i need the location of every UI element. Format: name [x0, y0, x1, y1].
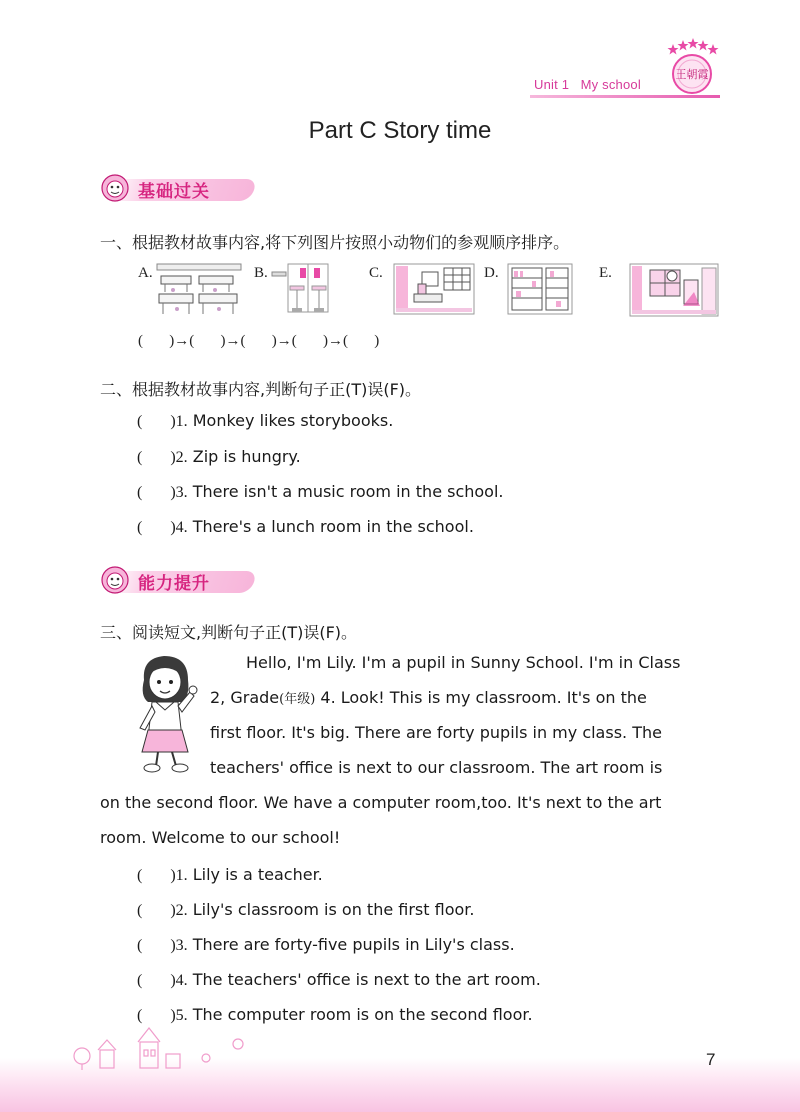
q2-item: ( )3. There isn't a music room in the school.	[137, 482, 504, 501]
picture-label-d: D.	[484, 265, 499, 281]
answer-blank[interactable]: (	[137, 972, 171, 989]
unit-title: My school	[580, 77, 641, 92]
picture-label-e: E.	[599, 265, 612, 281]
running-header	[534, 77, 641, 92]
q3-item: ( )3. There are forty-five pupils in Lily's class.	[137, 935, 515, 954]
library-icon	[506, 262, 576, 316]
answer-blank[interactable]: (	[137, 867, 171, 884]
section-title-basic: 基础过关	[138, 182, 210, 202]
brand-name: 王朝霞	[675, 68, 709, 81]
lunch-room-icon	[155, 262, 243, 316]
answer-blank[interactable]: (	[137, 484, 171, 501]
section-banner-basic	[100, 173, 260, 203]
answer-blank[interactable]: (	[137, 937, 171, 954]
monkey-face-icon	[100, 565, 130, 595]
question-1-title: 一、根据教材故事内容,将下列图片按照小动物们的参观顺序排序。	[100, 233, 570, 252]
answer-blank[interactable]: (	[137, 519, 171, 536]
order-answer-blanks[interactable]: ( )→( )→( )→( )→( )	[138, 333, 380, 349]
passage-line: 2, Grade(年级) 4. Look! This is my classroom. It's on the	[210, 688, 647, 707]
picture-label-b: B.	[254, 265, 268, 281]
grade-annotation: (年级)	[279, 692, 316, 707]
question-3-title: 三、阅读短文,判断句子正(T)误(F)。	[100, 623, 358, 642]
washroom-icon	[270, 260, 334, 316]
q2-item: ( )4. There's a lunch room in the school.	[137, 517, 474, 536]
question-2-title: 二、根据教材故事内容,判断句子正(T)误(F)。	[100, 380, 422, 399]
answer-blank[interactable]: (	[137, 413, 171, 430]
q3-item: ( )2. Lily's classroom is on the first floor.	[137, 900, 475, 919]
picture-label-a: A.	[138, 265, 153, 281]
reading-passage	[100, 645, 720, 860]
page-number: 7	[706, 1050, 716, 1069]
teachers-office-icon	[392, 262, 476, 316]
q3-item: ( )1. Lily is a teacher.	[137, 865, 323, 884]
q3-item: ( )5. The computer room is on the second floor.	[137, 1005, 533, 1024]
answer-blank[interactable]: (	[137, 902, 171, 919]
music-room-icon	[628, 262, 720, 318]
passage-line: on the second floor. We have a computer room,too. It's next to the art	[100, 793, 662, 812]
answer-blank[interactable]: (	[137, 449, 171, 466]
passage-line: teachers' office is next to our classroom. The art room is	[210, 758, 663, 777]
q2-item: ( )2. Zip is hungry.	[137, 447, 301, 466]
section-banner-advanced	[100, 565, 260, 595]
picture-label-c: C.	[369, 265, 383, 281]
section-title-advanced: 能力提升	[138, 574, 210, 594]
passage-line: Hello, I'm Lily. I'm a pupil in Sunny School. I'm in Class	[246, 653, 681, 672]
monkey-face-icon	[100, 173, 130, 203]
page-title: Part C Story time	[308, 117, 492, 144]
passage-line: room. Welcome to our school!	[100, 828, 341, 847]
brand-badge-logo	[663, 36, 721, 96]
castle-decoration-icon	[70, 1026, 250, 1070]
q3-item: ( )4. The teachers' office is next to the art room.	[137, 970, 541, 989]
answer-blank[interactable]: (	[137, 1007, 171, 1024]
q2-item: ( )1. Monkey likes storybooks.	[137, 411, 394, 430]
passage-line: first floor. It's big. There are forty pupils in my class. The	[210, 723, 662, 742]
unit-number: Unit 1	[534, 77, 570, 92]
